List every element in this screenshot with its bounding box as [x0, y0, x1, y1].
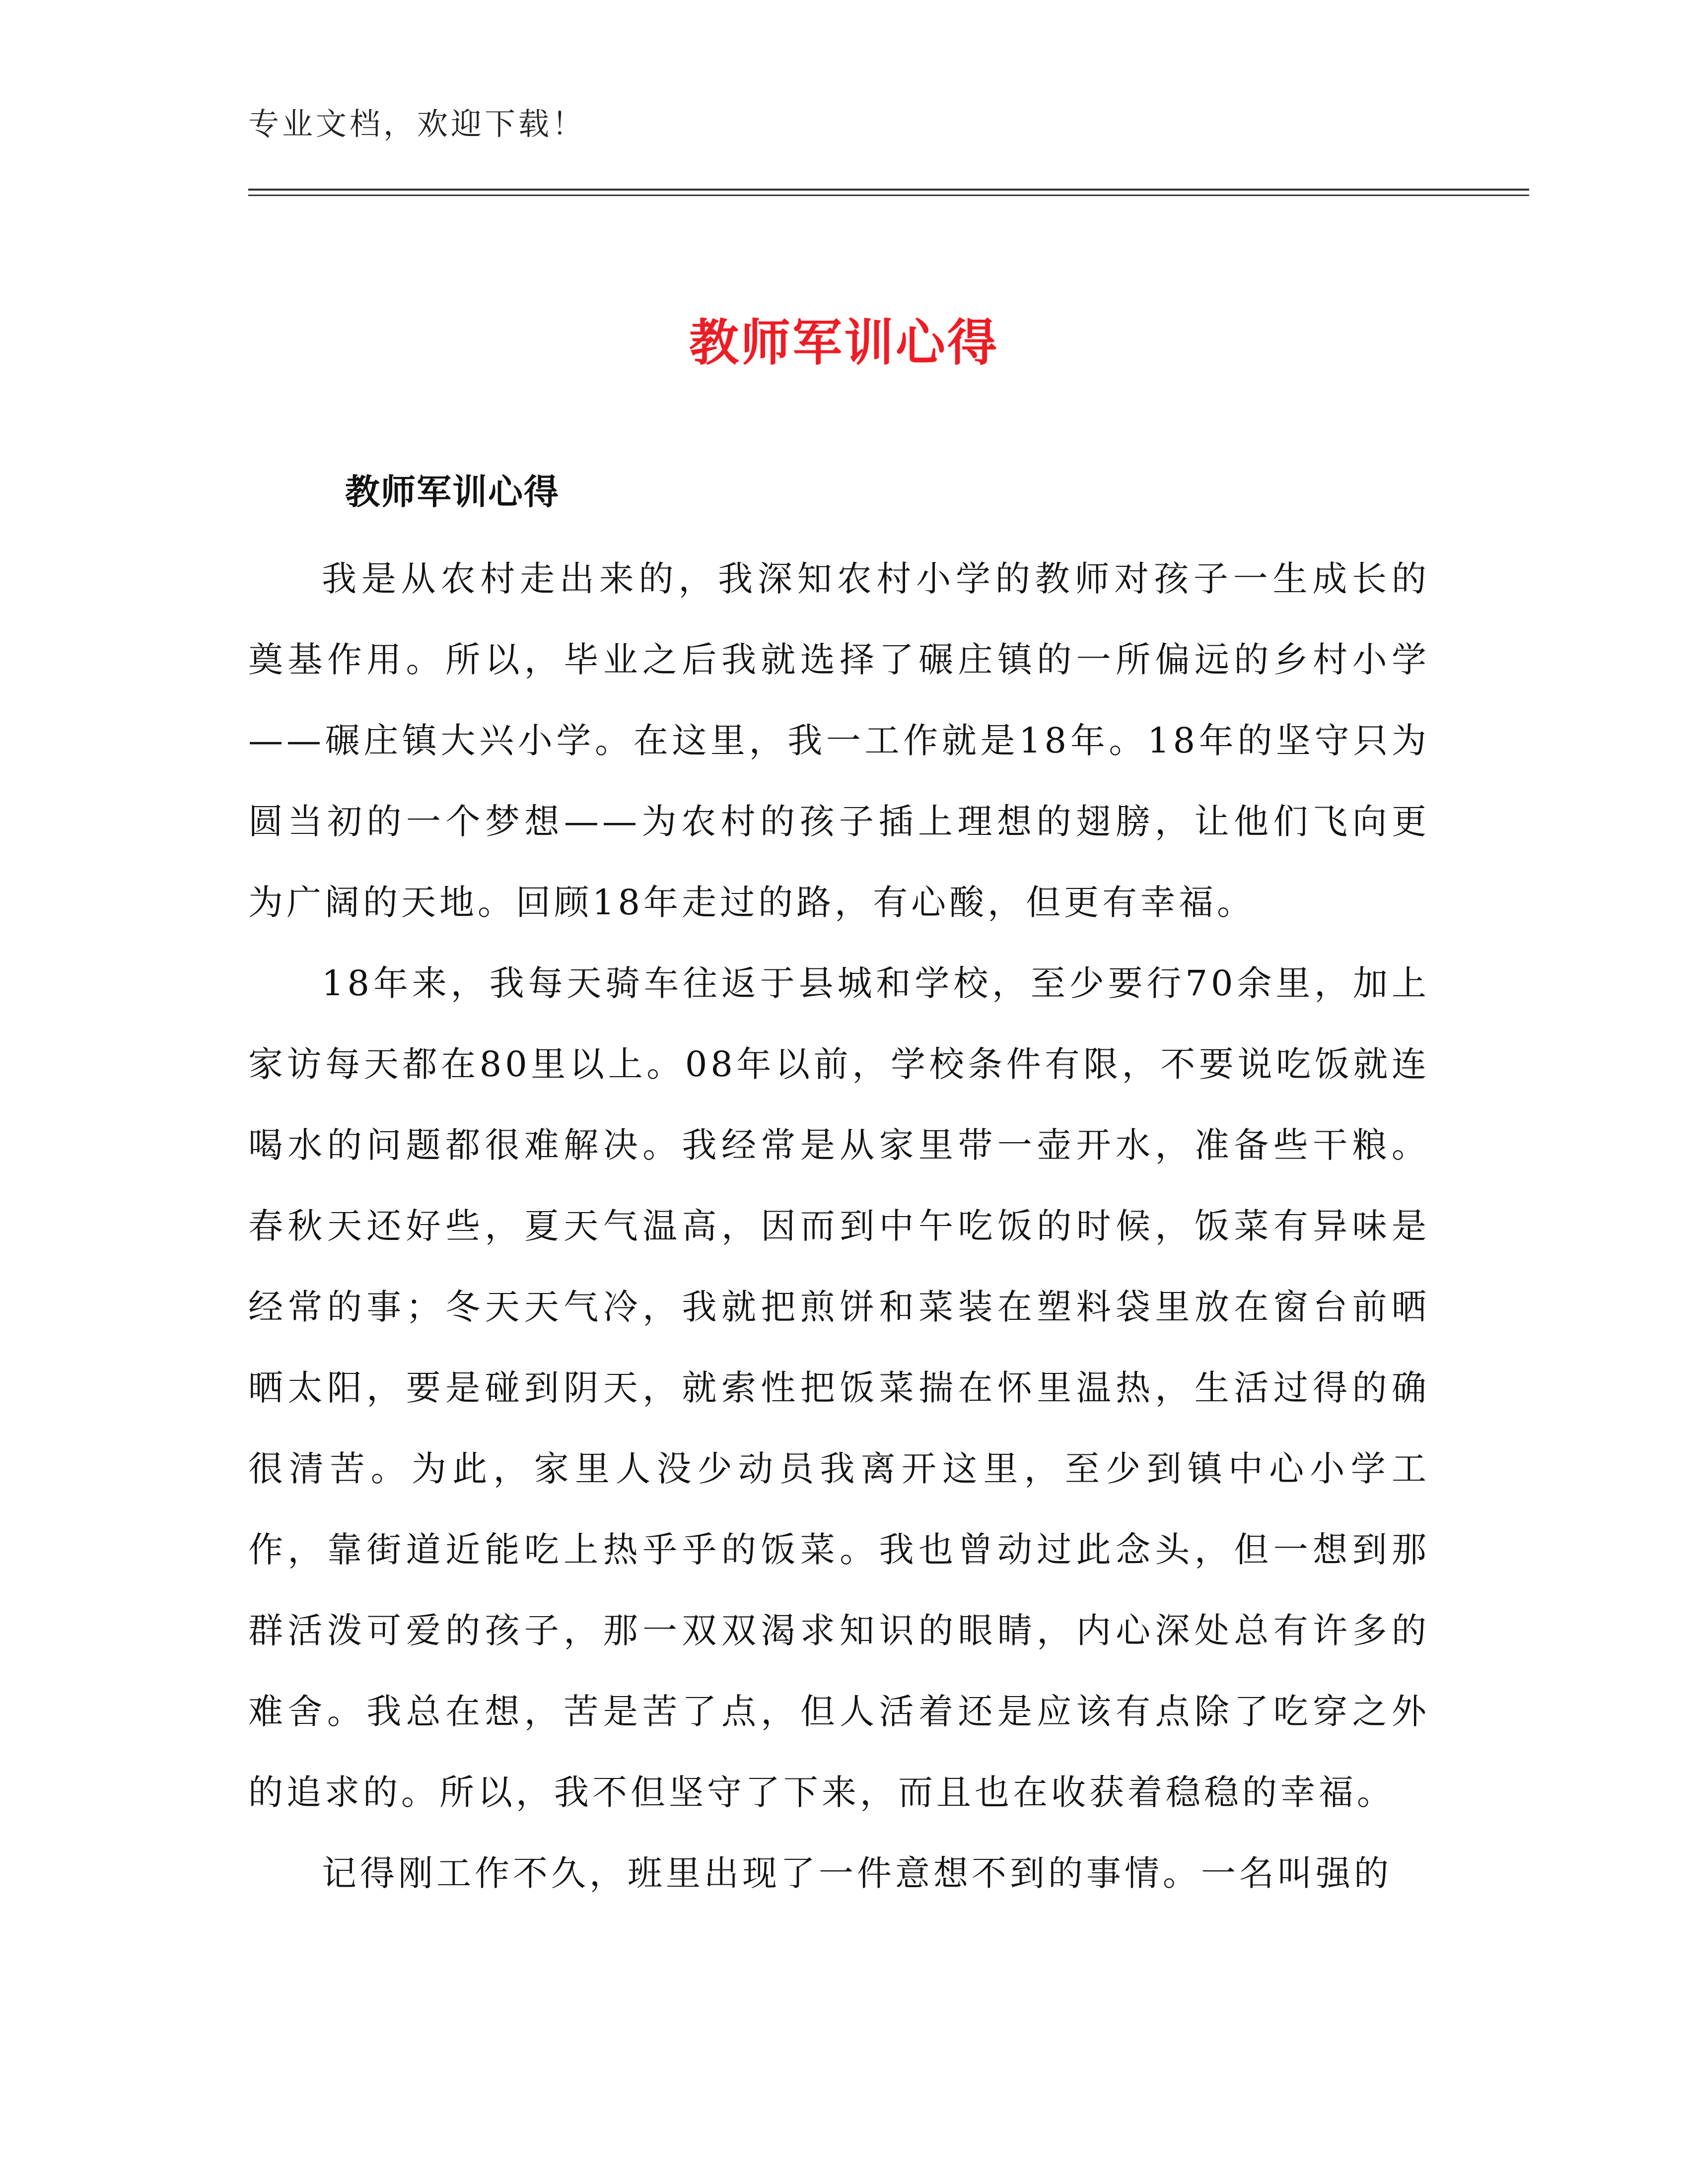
- header-divider: [248, 189, 1529, 191]
- paragraph: 我是从农村走出来的，我深知农村小学的教师对孩子一生成长的奠基作用。所以，毕业之后我就选择了碾庄镇的一所偏远的乡村小学——碾庄镇大兴小学。在这里，我一工作就是18年。18年的坚守只为圆当初的一个梦想——为农村的孩子插上理想的翅膀，让他们飞向更为广阔的天地。回顾18年走过的路，有心酸，但更有幸福。: [248, 558, 1430, 923]
- document-subtitle: 教师军训心得: [345, 472, 560, 512]
- page-header-text: 专业文档，欢迎下载！: [248, 106, 586, 142]
- document-title: 教师军训心得: [689, 314, 999, 372]
- paragraph: 18年来，我每天骑车往返于县城和学校，至少要行70余里，加上家访每天都在80里以上。08年以前，学校条件有限，不要说吃饭就连喝水的问题都很难解决。我经常是从家里带一壶开水，准备些干粮。春秋天还好些，夏天气温高，因而到中午吃饭的时候，饭菜有异味是经常的事；冬天天气冷，我就把煎饼和菜装在塑料袋里放在窗台前晒晒太阳，要是碰到阴天，就索性把饭菜揣在怀里温热，生活过得的确很清苦。为此，家里人没少动员我离开这里，至少到镇中心小学工作，靠街道近能吃上热乎乎的饭菜。我也曾动过此念头，但一想到那群活泼可爱的孩子，那一双双渴求知识的眼睛，内心深处总有许多的难舍。我总在想，苦是苦了点，但人活着还是应该有点除了吃穿之外的追求的。所以，我不但坚守了下来，而且也在收获着稳稳的幸福。: [248, 963, 1430, 1813]
- header-divider-secondary: [248, 195, 1529, 196]
- paragraph: 记得刚工作不久，班里出现了一件意想不到的事情。一名叫强的: [322, 1853, 1392, 1894]
- document-body: [248, 539, 1430, 1914]
